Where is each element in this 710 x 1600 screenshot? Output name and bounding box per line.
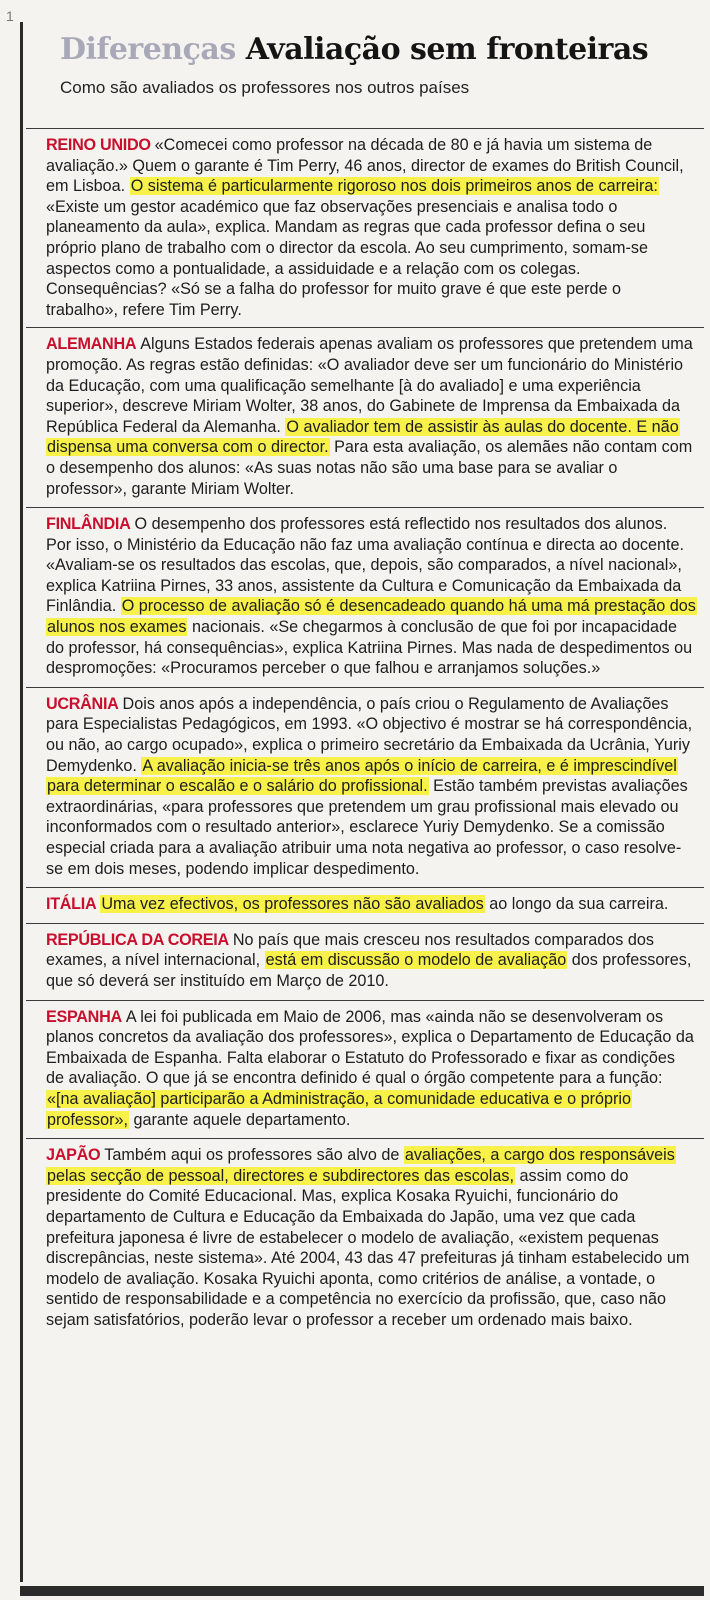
page-title: Avaliação sem fronteiras <box>245 32 649 67</box>
subtitle: Como são avaliados os professores nos outros países <box>60 78 470 97</box>
highlighted-text: Uma vez efectivos, os professores não são avaliados <box>101 895 484 914</box>
entry-text: assim como do presidente do Comité Educacional. Mas, explica Kosaka Ryuichi, funcionário do departamento de Cultura e Educação da Embaixada do Japão, uma vez que cada prefeitura japonesa é livre de estabelecer o modelo de avaliação, «existem pequenas discrepâncias, neste sistema». Até 2004, 43 das 47 prefeituras já tinham estabelecido um modelo de avaliação. Kosaka Ryuichi aponta, como critérios de análise, a vontade, o sentido de responsabilidade e a competência no exercício da profissão, que, caso não sejam satisfatórios, poderão levar o professor a receber um ordenado mais baixo. <box>46 1166 690 1329</box>
entry-text: «Existe um gestor académico que faz observações presenciais e analisa todo o planeamento da aula», explica. Mandam as regras que cada professor defina o seu próprio plano de trabalho com o director da escola. Ao seu cumprimento, somam-se aspectos como a pontualidade, a assiduidade e a relação com os colegas. Consequências? «Só se a falha do professor for muito grave é que este perde o trabalho», refere Tim Perry. <box>46 197 648 319</box>
entry-alemanha <box>26 327 704 507</box>
entry-japao <box>26 1138 704 1338</box>
entry-text: Também aqui os professores são alvo de <box>104 1146 400 1165</box>
highlighted-text: A avaliação inicia-se três anos após o início de carreira, e é imprescindível para determinar o escalão e o salário do profissional. <box>47 756 677 796</box>
country-label: FINLÂNDIA <box>46 515 131 534</box>
highlighted-text: está em discussão o modelo de avaliação <box>265 951 567 970</box>
bottom-rule <box>20 1586 704 1596</box>
country-label: ITÁLIA <box>46 895 97 914</box>
entry-text: Para esta avaliação, os alemães não contam com o desempenho dos alunos: «As suas notas não são uma base para se avaliar o professor», garante Miriam Wolter. <box>46 438 693 498</box>
country-label: ESPANHA <box>46 1007 122 1026</box>
entry-text: ao longo da sua carreira. <box>489 895 669 914</box>
country-label: REINO UNIDO <box>46 136 151 154</box>
entry-text: Alguns Estados federais apenas avaliam os professores que pretendem uma promoção. As regras estão definidas: «O avaliador deve ser um funcionário do Ministério da Educação, com uma qualificação semelhante [à do avaliado] e uma experiência superior», descreve Miriam Wolter, 38 anos, do Gabinete de Imprensa da Embaixada da República Federal da Alemanha. <box>46 335 693 436</box>
title-line <box>60 30 700 70</box>
highlighted-text: O processo de avaliação só é desencadeado quando há uma má prestação dos alunos nos exames <box>47 597 696 637</box>
entry-coreia <box>26 923 704 1000</box>
highlighted-text: O avaliador tem de assistir às aulas do docente. E não dispensa uma conversa com o director. <box>47 417 679 457</box>
left-margin-rule <box>20 22 23 1582</box>
entry-text: garante aquele departamento. <box>133 1110 351 1129</box>
highlighted-text: avaliações, a cargo dos responsáveis pelas secção de pessoal, directores e subdirectores das escolas, <box>47 1146 675 1185</box>
section-kicker: Diferenças <box>60 32 236 67</box>
highlighted-text: «[na avaliação] participarão a Administração, a comunidade educativa e o próprio professor», <box>47 1089 632 1129</box>
entry-reino-unido <box>26 128 704 327</box>
entry-finlandia <box>26 507 704 687</box>
entry-text: Estão também previstas avaliações extraordinárias, «para professores que pretendem um grau profissional mais elevado ou inconformados com o resultado anterior», esclarece Yuriy Demydenko. Se a comissão especial criada para a avaliação atribuir uma nota negativa ao professor, o caso resolve-se em dois meses, podendo implicar despedimento. <box>46 777 688 878</box>
entry-text: A lei foi publicada em Maio de 2006, mas «ainda não se desenvolveram os planos concretos da avaliação dos professores», explica o Departamento de Educação da Embaixada de Espanha. Falta elaborar o Estatuto do Professorado e fixar as condições de avaliação. O que já se encontra definido é qual o órgão competente para a função: <box>46 1007 694 1088</box>
country-label: JAPÃO <box>46 1146 101 1165</box>
entry-espanha <box>26 1000 704 1139</box>
entry-italia <box>26 887 704 923</box>
entry-text: No país que mais cresceu nos resultados comparados dos exames, a nível internacional, <box>46 930 654 970</box>
highlighted-text: O sistema é particularmente rigoroso nos dois primeiros anos de carreira: <box>130 177 658 196</box>
corner-mark: 1 <box>6 8 14 24</box>
entry-text: «Comecei como professor na década de 80 e já havia um sistema de avaliação.» Quem o garante é Tim Perry, 46 anos, director de exames do British Council, em Lisboa. <box>46 136 684 196</box>
country-label: UCRÂNIA <box>46 694 119 713</box>
country-label: ALEMANHA <box>46 335 137 354</box>
country-label: REPÚBLICA DA COREIA <box>46 930 229 949</box>
entry-text: Dois anos após a independência, o país criou o Regulamento de Avaliações para Especialistas Pedagógicos, em 1993. «O objectivo é mostrar se há correspondência, ou não, ao cargo ocupado», explica o primeiro secretário da Embaixada da Ucrânia, Yuriy Demydenko. <box>46 694 693 775</box>
country-entries <box>26 128 704 1338</box>
article-header <box>60 30 700 98</box>
entry-text: dos professores, que só deverá ser instituído em Março de 2010. <box>46 951 692 990</box>
entry-text: nacionais. «Se chegarmos à conclusão de que foi por incapacidade do professor, há consequências», explica Katriina Pirnes. Mas nada de despedimentos ou despromoções: «Procuramos perceber o que falhou e arranjamos soluções.» <box>46 618 693 678</box>
entry-text: O desempenho dos professores está reflectido nos resultados dos alunos. Por isso, o Ministério da Educação não faz uma avaliação contínua e directa ao docente. «Avaliam-se os resultados das escolas, que, depois, são comparados, a nível nacional», explica Katriina Pirnes, 33 anos, assistente da Cultura e Comunicação da Embaixada da Finlândia. <box>46 515 684 616</box>
entry-ucrania <box>26 687 704 887</box>
